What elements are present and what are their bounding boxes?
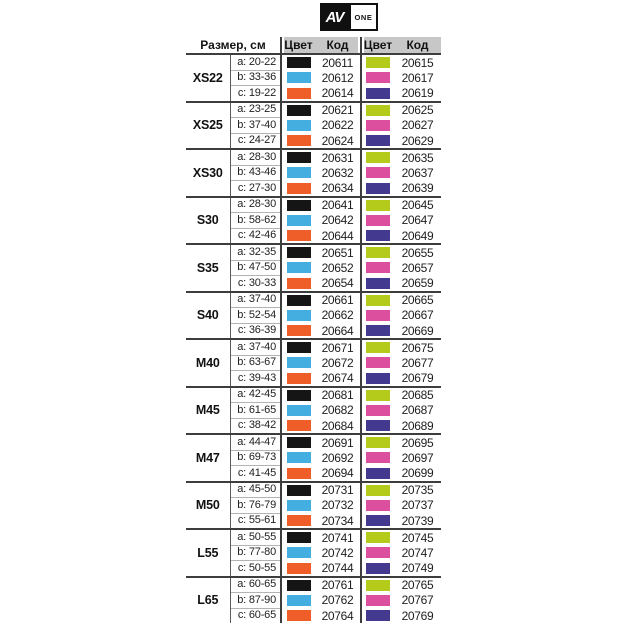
size-label: S35 [186, 244, 230, 292]
lime-color-swatch [366, 580, 390, 591]
product-code: 20644 [315, 228, 361, 244]
swatch-cell [281, 165, 315, 181]
product-code: 20694 [315, 466, 361, 482]
swatch-cell [361, 54, 394, 70]
swatch-cell [361, 418, 394, 434]
blue-color-swatch [287, 215, 311, 226]
orange-color-swatch [287, 515, 311, 526]
pink-color-swatch [366, 310, 390, 321]
purple-color-swatch [366, 325, 390, 336]
swatch-cell [281, 608, 315, 623]
swatch-cell [281, 339, 315, 355]
product-code: 20635 [394, 149, 441, 165]
pink-color-swatch [366, 595, 390, 606]
product-code: 20689 [401, 418, 434, 433]
table-row [186, 529, 441, 545]
swatch-cell [361, 371, 394, 387]
swatch-cell [281, 276, 315, 292]
swatch-cell [281, 308, 315, 324]
orange-color-swatch [287, 610, 311, 621]
swatch-cell [361, 608, 394, 623]
logo-av-text: AV [325, 8, 344, 26]
product-code: 20749 [401, 561, 434, 575]
swatch-cell [361, 498, 394, 514]
lime-color-swatch [366, 485, 390, 496]
product-code: 20667 [401, 308, 434, 323]
measurement-range: a: 20-22 [230, 54, 281, 70]
swatch-cell [281, 244, 315, 260]
lime-color-swatch [366, 390, 390, 401]
swatch-cell [361, 213, 394, 229]
lime-color-swatch [366, 152, 390, 163]
swatch-cell [281, 213, 315, 229]
product-code: 20651 [315, 244, 361, 260]
swatch-cell [281, 371, 315, 387]
black-color-swatch [287, 390, 311, 401]
header-color-2: Цвет [361, 37, 394, 54]
size-label: M50 [186, 482, 230, 530]
product-code: 20629 [401, 133, 434, 148]
measurement-range: a: 44-47 [230, 434, 281, 450]
orange-color-swatch [287, 373, 311, 384]
product-code: 20662 [315, 308, 361, 324]
size-label: L55 [186, 529, 230, 577]
black-color-swatch [287, 485, 311, 496]
measurement-range: a: 37-40 [230, 292, 281, 308]
logo-one-mark [349, 3, 378, 31]
size-label: M47 [186, 434, 230, 482]
orange-color-swatch [287, 468, 311, 479]
pink-color-swatch [366, 452, 390, 463]
measurement-range: b: 69-73 [230, 450, 281, 466]
swatch-cell [281, 70, 315, 86]
swatch-cell [361, 593, 394, 609]
swatch-cell [281, 260, 315, 276]
product-code: 20732 [315, 498, 361, 514]
product-code: 20734 [315, 513, 361, 529]
measurement-range: c: 38-42 [230, 418, 281, 434]
swatch-cell [361, 387, 394, 403]
black-color-swatch [287, 105, 311, 116]
pink-color-swatch [366, 262, 390, 273]
size-label: L65 [186, 577, 230, 624]
size-label: S40 [186, 292, 230, 340]
black-color-swatch [287, 57, 311, 68]
product-code: 20631 [315, 149, 361, 165]
swatch-cell [361, 197, 394, 213]
measurement-range: a: 28-30 [230, 149, 281, 165]
swatch-cell [281, 149, 315, 165]
pink-color-swatch [366, 547, 390, 558]
product-code: 20699 [401, 466, 434, 480]
swatch-cell [281, 228, 315, 244]
black-color-swatch [287, 200, 311, 211]
black-color-swatch [287, 532, 311, 543]
table-row [186, 387, 441, 403]
product-code: 20642 [315, 213, 361, 229]
product-code: 20744 [315, 561, 361, 577]
product-code: 20617 [401, 70, 434, 85]
product-code: 20649 [401, 228, 434, 243]
swatch-cell [281, 529, 315, 545]
lime-color-swatch [366, 247, 390, 258]
table-row [186, 244, 441, 260]
product-code: 20677 [401, 355, 434, 370]
swatch-cell [281, 513, 315, 529]
product-code: 20692 [315, 450, 361, 466]
swatch-cell [281, 434, 315, 450]
product-code: 20654 [315, 276, 361, 292]
swatch-cell [281, 466, 315, 482]
product-code: 20611 [315, 54, 361, 70]
swatch-cell [361, 355, 394, 371]
swatch-cell [281, 118, 315, 134]
blue-color-swatch [287, 310, 311, 321]
product-code: 20639 [401, 181, 434, 195]
product-code: 20672 [315, 355, 361, 371]
black-color-swatch [287, 342, 311, 353]
swatch-cell [361, 434, 394, 450]
purple-color-swatch [366, 278, 390, 289]
table-row [186, 577, 441, 593]
swatch-cell [361, 545, 394, 561]
product-code: 20612 [315, 70, 361, 86]
swatch-cell [281, 292, 315, 308]
measurement-range: a: 32-35 [230, 244, 281, 260]
size-color-code-table [186, 37, 441, 623]
lime-color-swatch [366, 295, 390, 306]
swatch-cell [361, 339, 394, 355]
purple-color-swatch [366, 420, 390, 431]
product-code: 20634 [315, 181, 361, 197]
purple-color-swatch [366, 610, 390, 621]
product-code: 20657 [401, 260, 434, 275]
lime-color-swatch [366, 532, 390, 543]
table-row [186, 434, 441, 450]
lime-color-swatch [366, 437, 390, 448]
orange-color-swatch [287, 88, 311, 99]
orange-color-swatch [287, 135, 311, 146]
logo-one-text: ONE [354, 12, 373, 22]
product-code: 20737 [401, 498, 434, 513]
swatch-cell [281, 387, 315, 403]
measurement-range: c: 30-33 [230, 276, 281, 292]
lime-color-swatch [366, 342, 390, 353]
product-code: 20765 [394, 577, 441, 593]
swatch-cell [281, 86, 315, 102]
product-code: 20669 [401, 323, 434, 338]
orange-color-swatch [287, 230, 311, 241]
product-code: 20684 [315, 418, 361, 434]
swatch-cell [281, 498, 315, 514]
header-color-1: Цвет [281, 37, 315, 54]
table-row [186, 339, 441, 355]
swatch-cell [281, 545, 315, 561]
blue-color-swatch [287, 452, 311, 463]
swatch-cell [361, 403, 394, 419]
product-code: 20621 [315, 102, 361, 118]
product-code: 20641 [315, 197, 361, 213]
logo-av-mark [320, 3, 349, 31]
black-color-swatch [287, 437, 311, 448]
measurement-range: b: 77-80 [230, 545, 281, 561]
pink-color-swatch [366, 357, 390, 368]
swatch-cell [281, 197, 315, 213]
header-code-2: Код [394, 37, 441, 54]
swatch-cell [361, 323, 394, 339]
measurement-range: b: 76-79 [230, 498, 281, 514]
table-row [186, 54, 441, 70]
blue-color-swatch [287, 547, 311, 558]
blue-color-swatch [287, 262, 311, 273]
blue-color-swatch [287, 357, 311, 368]
size-label: XS25 [186, 102, 230, 150]
blue-color-swatch [287, 405, 311, 416]
product-code: 20761 [315, 577, 361, 593]
measurement-range: b: 87-90 [230, 593, 281, 609]
table-row [186, 197, 441, 213]
orange-color-swatch [287, 325, 311, 336]
product-code: 20674 [315, 371, 361, 387]
lime-color-swatch [366, 57, 390, 68]
product-code: 20625 [394, 102, 441, 118]
table-row [186, 292, 441, 308]
product-code: 20615 [394, 54, 441, 70]
pink-color-swatch [366, 72, 390, 83]
brand-logo [320, 3, 378, 31]
product-code: 20661 [315, 292, 361, 308]
pink-color-swatch [366, 167, 390, 178]
measurement-range: b: 61-65 [230, 403, 281, 419]
swatch-cell [361, 513, 394, 529]
size-label: M40 [186, 339, 230, 387]
measurement-range: c: 27-30 [230, 181, 281, 197]
measurement-range: a: 45-50 [230, 482, 281, 498]
swatch-cell [361, 165, 394, 181]
table-row [186, 102, 441, 118]
swatch-cell [281, 355, 315, 371]
product-code: 20747 [401, 545, 434, 560]
measurement-range: b: 58-62 [230, 213, 281, 229]
product-code: 20691 [315, 434, 361, 450]
header-code-1: Код [315, 37, 361, 54]
lime-color-swatch [366, 105, 390, 116]
measurement-range: a: 23-25 [230, 102, 281, 118]
pink-color-swatch [366, 120, 390, 131]
table-header [186, 37, 441, 54]
purple-color-swatch [366, 88, 390, 99]
pink-color-swatch [366, 215, 390, 226]
lime-color-swatch [366, 200, 390, 211]
blue-color-swatch [287, 72, 311, 83]
measurement-range: b: 43-46 [230, 165, 281, 181]
swatch-cell [281, 54, 315, 70]
black-color-swatch [287, 247, 311, 258]
measurement-range: b: 37-40 [230, 118, 281, 134]
swatch-cell [281, 593, 315, 609]
swatch-cell [361, 181, 394, 197]
swatch-cell [281, 482, 315, 498]
blue-color-swatch [287, 500, 311, 511]
measurement-range: c: 24-27 [230, 133, 281, 149]
product-code: 20742 [315, 545, 361, 561]
measurement-range: a: 28-30 [230, 197, 281, 213]
product-code: 20697 [401, 450, 434, 465]
measurement-range: a: 50-55 [230, 529, 281, 545]
blue-color-swatch [287, 595, 311, 606]
product-code: 20769 [401, 608, 434, 623]
product-code: 20762 [315, 593, 361, 609]
product-code: 20767 [401, 593, 434, 608]
purple-color-swatch [366, 515, 390, 526]
product-code: 20645 [394, 197, 441, 213]
swatch-cell [361, 86, 394, 102]
product-code: 20647 [401, 213, 434, 228]
size-label: S30 [186, 197, 230, 245]
swatch-cell [361, 529, 394, 545]
product-code: 20745 [394, 529, 441, 545]
product-code: 20614 [315, 86, 361, 102]
product-code: 20735 [394, 482, 441, 498]
size-table-body [186, 54, 441, 623]
measurement-range: c: 39-43 [230, 371, 281, 387]
swatch-cell [361, 466, 394, 482]
purple-color-swatch [366, 563, 390, 574]
purple-color-swatch [366, 468, 390, 479]
product-code: 20682 [315, 403, 361, 419]
product-code: 20764 [315, 608, 361, 623]
product-code: 20665 [394, 292, 441, 308]
product-code: 20741 [315, 529, 361, 545]
swatch-cell [361, 292, 394, 308]
swatch-cell [281, 450, 315, 466]
swatch-cell [281, 102, 315, 118]
product-code: 20685 [394, 387, 441, 403]
purple-color-swatch [366, 183, 390, 194]
measurement-range: a: 60-65 [230, 577, 281, 593]
swatch-cell [361, 102, 394, 118]
swatch-cell [361, 228, 394, 244]
table-row [186, 149, 441, 165]
swatch-cell [281, 403, 315, 419]
pink-color-swatch [366, 500, 390, 511]
swatch-cell [361, 149, 394, 165]
size-label: M45 [186, 387, 230, 435]
swatch-cell [281, 133, 315, 149]
purple-color-swatch [366, 135, 390, 146]
swatch-cell [361, 450, 394, 466]
product-code: 20637 [401, 165, 434, 180]
purple-color-swatch [366, 230, 390, 241]
black-color-swatch [287, 295, 311, 306]
product-code: 20671 [315, 339, 361, 355]
measurement-range: c: 60-65 [230, 608, 281, 623]
product-code: 20679 [401, 371, 434, 385]
swatch-cell [281, 561, 315, 577]
swatch-cell [361, 276, 394, 292]
measurement-range: a: 42-45 [230, 387, 281, 403]
orange-color-swatch [287, 563, 311, 574]
swatch-cell [281, 323, 315, 339]
product-code: 20622 [315, 118, 361, 134]
product-code: 20681 [315, 387, 361, 403]
product-code: 20652 [315, 260, 361, 276]
swatch-cell [361, 244, 394, 260]
black-color-swatch [287, 580, 311, 591]
pink-color-swatch [366, 405, 390, 416]
product-code: 20632 [315, 165, 361, 181]
product-code: 20627 [401, 118, 434, 133]
measurement-range: c: 36-39 [230, 323, 281, 339]
swatch-cell [281, 181, 315, 197]
measurement-range: b: 47-50 [230, 260, 281, 276]
product-code: 20687 [401, 403, 434, 418]
product-code: 20664 [315, 323, 361, 339]
measurement-range: c: 41-45 [230, 466, 281, 482]
orange-color-swatch [287, 183, 311, 194]
measurement-range: b: 33-36 [230, 70, 281, 86]
measurement-range: c: 55-61 [230, 513, 281, 529]
product-code: 20659 [401, 276, 434, 290]
black-color-swatch [287, 152, 311, 163]
header-size: Размер, см [186, 37, 281, 54]
table-row [186, 482, 441, 498]
purple-color-swatch [366, 373, 390, 384]
measurement-range: c: 19-22 [230, 86, 281, 102]
measurement-range: b: 52-54 [230, 308, 281, 324]
swatch-cell [361, 70, 394, 86]
measurement-range: b: 63-67 [230, 355, 281, 371]
swatch-cell [361, 118, 394, 134]
swatch-cell [281, 577, 315, 593]
swatch-cell [361, 308, 394, 324]
size-label: XS22 [186, 54, 230, 102]
swatch-cell [281, 418, 315, 434]
swatch-cell [361, 133, 394, 149]
swatch-cell [361, 482, 394, 498]
measurement-range: c: 50-55 [230, 561, 281, 577]
measurement-range: a: 37-40 [230, 339, 281, 355]
orange-color-swatch [287, 278, 311, 289]
swatch-cell [361, 561, 394, 577]
product-code: 20731 [315, 482, 361, 498]
product-code: 20739 [401, 513, 434, 528]
product-code: 20695 [394, 434, 441, 450]
orange-color-swatch [287, 420, 311, 431]
blue-color-swatch [287, 167, 311, 178]
swatch-cell [361, 577, 394, 593]
blue-color-swatch [287, 120, 311, 131]
product-code: 20655 [394, 244, 441, 260]
swatch-cell [361, 260, 394, 276]
product-code: 20619 [401, 86, 434, 100]
measurement-range: c: 42-46 [230, 228, 281, 244]
size-label: XS30 [186, 149, 230, 197]
product-code: 20675 [394, 339, 441, 355]
product-code: 20624 [315, 133, 361, 149]
